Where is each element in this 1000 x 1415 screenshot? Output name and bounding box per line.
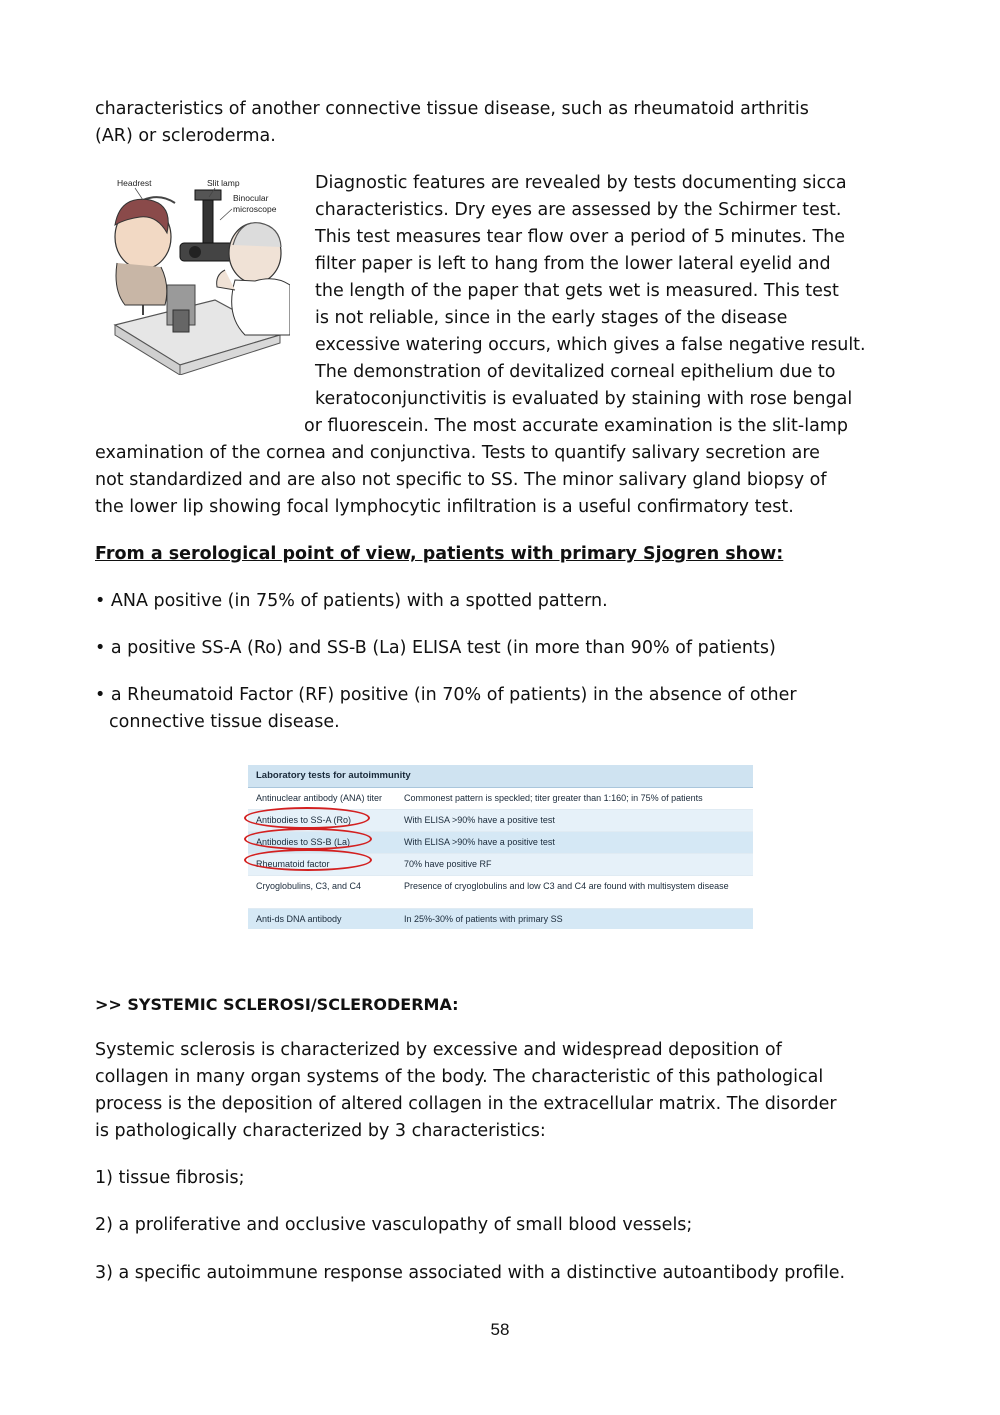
list-item: 2) a proliferative and occlusive vasculopathy of small blood vessels; [95, 1215, 693, 1235]
slit-lamp-illustration [95, 175, 290, 375]
figure-label-microscope: microscope [233, 204, 277, 214]
lab-tests-table [248, 765, 753, 925]
table-cell-test: Rheumatoid factor [256, 859, 330, 869]
page-number: 58 [490, 1320, 510, 1339]
highlight-circle-rf [244, 849, 372, 871]
table-cell-result: 70% have positive RF [404, 859, 492, 869]
figure-label-headrest: Headrest [117, 178, 152, 188]
table-cell-result: In 25%-30% of patients with primary SS [404, 914, 563, 924]
serology-bullet-ana: • ANA positive (in 75% of patients) with a spotted pattern. [95, 591, 608, 611]
table-cell-test: Cryoglobulins, C3, and C4 [256, 881, 362, 891]
text-line: collagen in many organ systems of the body. The characteristic of this pathological [95, 1067, 824, 1087]
intro-paragraph [95, 96, 809, 150]
text-line: (AR) or scleroderma. [95, 126, 276, 146]
text-line: • a Rheumatoid Factor (RF) positive (in 70% of patients) in the absence of other [95, 685, 797, 705]
text-line: This test measures tear flow over a period of 5 minutes. The [315, 227, 846, 247]
diagnostic-paragraph-wrapped [304, 170, 866, 440]
slit-lamp-drawing [95, 175, 290, 375]
text-line: the length of the paper that gets wet is measured. This test [315, 281, 839, 301]
table-row [248, 876, 753, 909]
table-cell-result: Commonest pattern is speckled; titer greater than 1:160; in 75% of patients [404, 793, 703, 803]
table-cell-result: With ELISA >90% have a positive test [404, 815, 555, 825]
text-line: is pathologically characterized by 3 characteristics: [95, 1121, 546, 1141]
list-item: 3) a specific autoimmune response associated with a distinctive autoantibody profile. [95, 1263, 846, 1283]
serology-bullet-rf [95, 682, 797, 736]
text-line: examination of the cornea and conjunctiva. Tests to quantify salivary secretion are [95, 443, 820, 463]
text-line: characteristics. Dry eyes are assessed by the Schirmer test. [315, 200, 842, 220]
text-line: process is the deposition of altered collagen in the extracellular matrix. The disorder [95, 1094, 837, 1114]
table-cell-test: Antibodies to SS-B (La) [256, 837, 351, 847]
text-line: not standardized and are also not specific to SS. The minor salivary gland biopsy of [95, 470, 827, 490]
scleroderma-heading: >> SYSTEMIC SCLEROSI/SCLERODERMA: [95, 995, 459, 1014]
table-cell-result: With ELISA >90% have a positive test [404, 837, 555, 847]
text-line: Systemic sclerosis is characterized by excessive and widespread deposition of [95, 1040, 782, 1060]
figure-label-slit-lamp: Slit lamp [207, 178, 240, 188]
figure-label-binocular: Binocular [233, 193, 269, 203]
table-cell-test: Antibodies to SS-A (Ro) [256, 815, 352, 825]
text-line: excessive watering occurs, which gives a false negative result. [315, 335, 866, 355]
highlight-circle-ssa [244, 807, 370, 829]
text-line: the lower lip showing focal lymphocytic infiltration is a useful confirmatory test. [95, 497, 794, 517]
text-line: or fluorescein. The most accurate examination is the slit-lamp [304, 416, 848, 436]
text-line: is not reliable, since in the early stages of the disease [315, 308, 788, 328]
text-line: filter paper is left to hang from the lower lateral eyelid and [315, 254, 831, 274]
text-line: The demonstration of devitalized corneal epithelium due to [315, 362, 836, 382]
serology-bullet-ssa-ssb: • a positive SS-A (Ro) and SS-B (La) ELISA test (in more than 90% of patients) [95, 638, 776, 658]
table-row [248, 909, 753, 929]
diagnostic-paragraph-continued [95, 440, 827, 521]
highlight-circle-ssb [244, 828, 372, 850]
text-line: connective tissue disease. [109, 712, 340, 732]
table-title: Laboratory tests for autoimmunity [248, 765, 753, 788]
table-cell-result: Presence of cryoglobulins and low C3 and C4 are found with multisystem disease [404, 881, 729, 891]
table-cell-test: Antinuclear antibody (ANA) titer [256, 793, 383, 803]
text-line: characteristics of another connective tissue disease, such as rheumatoid arthritis [95, 99, 809, 119]
serology-heading: From a serological point of view, patients with primary Sjogren show: [95, 544, 784, 564]
table-cell-test: Anti-ds DNA antibody [256, 914, 342, 924]
scleroderma-paragraph [95, 1037, 837, 1145]
list-item: 1) tissue fibrosis; [95, 1168, 245, 1188]
text-line: Diagnostic features are revealed by tests documenting sicca [315, 173, 847, 193]
text-line: keratoconjunctivitis is evaluated by staining with rose bengal [315, 389, 853, 409]
